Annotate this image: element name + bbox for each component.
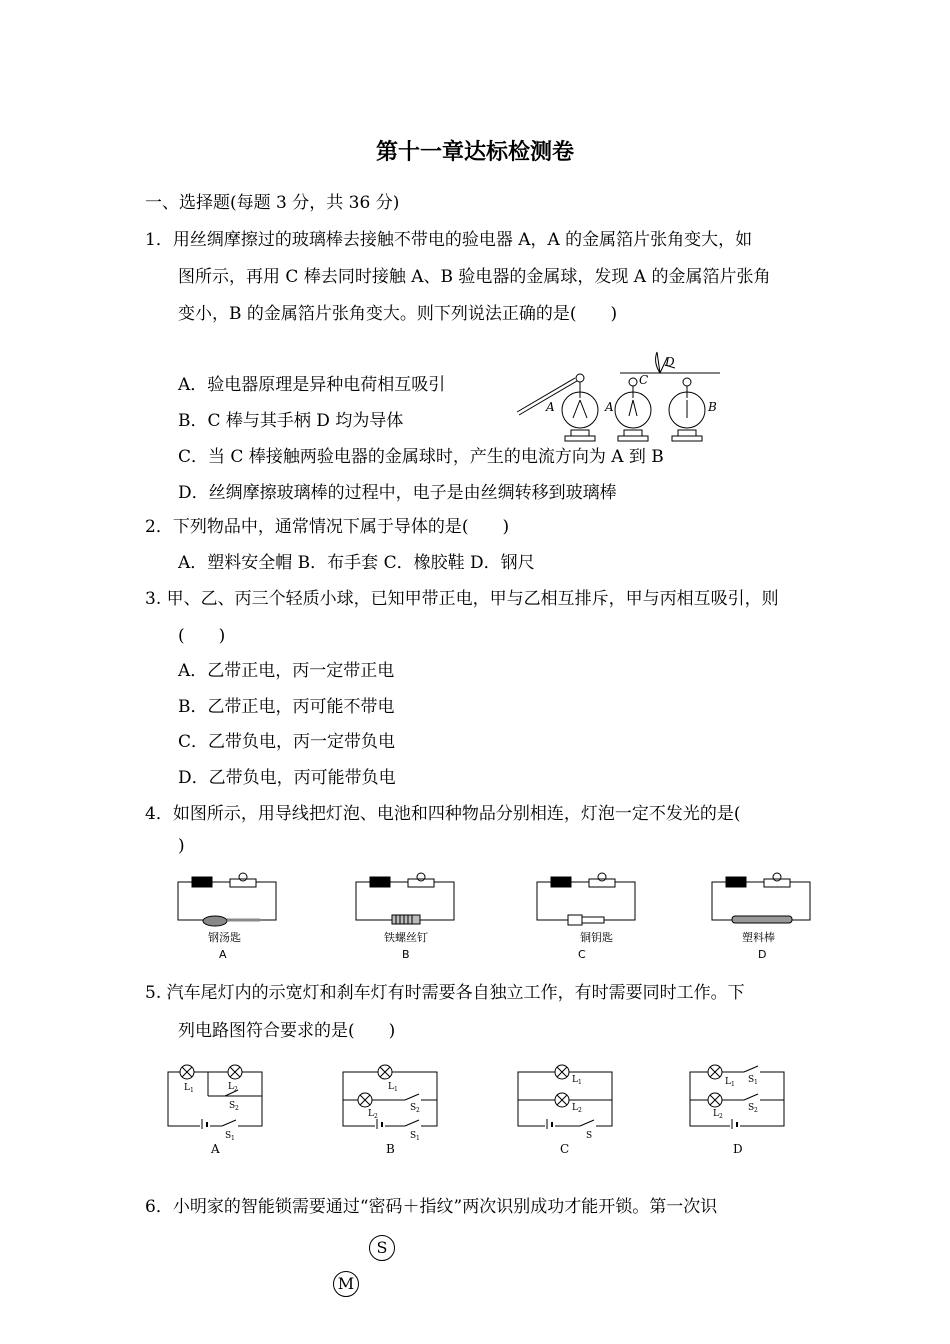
q4-circuit-a — [178, 873, 276, 926]
q5-stem-line1: 5. 汽车尾灯内的示宽灯和刹车灯有时需要各自独立工作，有时需要同时工作。下 — [145, 983, 745, 1003]
label-d: D — [665, 355, 675, 369]
electroscope-a2 — [615, 378, 651, 441]
q4-item-c: 铜钥匙 — [580, 931, 613, 944]
svg-text:L: L — [388, 1082, 394, 1092]
q3-option-b: B．乙带正电，丙可能不带电 — [178, 697, 395, 717]
svg-text:2: 2 — [578, 1107, 582, 1114]
section-heading: 一、选择题(每题 3 分，共 36 分) — [145, 193, 400, 213]
q3-option-d: D．乙带负电，丙可能带负电 — [178, 768, 396, 788]
q4-letter-a: A — [219, 948, 227, 961]
electroscope-a1 — [562, 374, 598, 441]
svg-text:S: S — [586, 1131, 593, 1141]
q1-option-b: B．C 棒与其手柄 D 均为导体 — [178, 411, 404, 431]
q4-circuits-figure — [170, 868, 820, 963]
svg-text:1: 1 — [416, 1135, 420, 1142]
svg-text:1: 1 — [754, 1079, 758, 1086]
switch-symbol: S — [369, 1235, 395, 1261]
q4-item-d: 塑料棒 — [742, 931, 775, 944]
q5-letter-a: A — [211, 1142, 220, 1156]
svg-text:L: L — [184, 1083, 190, 1093]
svg-text:1: 1 — [231, 1135, 235, 1142]
q4-circuit-d — [712, 873, 810, 923]
svg-text:S: S — [225, 1131, 232, 1141]
q3-stem-line2: ( ) — [178, 626, 226, 646]
svg-text:2: 2 — [234, 1086, 238, 1093]
svg-text:L: L — [228, 1082, 234, 1092]
q3-stem-line1: 3. 甲、乙、丙三个轻质小球，已知甲带正电，甲与乙相互排斥，甲与丙相互吸引，则 — [145, 589, 779, 609]
q1-option-d: D．丝绸摩擦玻璃棒的过程中，电子是由丝绸转移到玻璃棒 — [178, 483, 617, 503]
q5-letter-c: C — [560, 1142, 570, 1156]
q3-option-a: A．乙带正电，丙一定带正电 — [178, 661, 395, 681]
q4-stem-line1: 4．如图所示，用导线把灯泡、电池和四种物品分别相连，灯泡一定不发光的是( — [145, 804, 741, 824]
svg-text:1: 1 — [731, 1081, 735, 1088]
svg-text:L: L — [713, 1109, 719, 1119]
q4-item-b: 铁螺丝钉 — [384, 931, 428, 944]
q5-circuit-c — [518, 1065, 612, 1130]
q4-circuit-b — [356, 873, 454, 924]
svg-text:L: L — [572, 1103, 578, 1113]
q5-letter-d: D — [733, 1142, 743, 1156]
q1-option-a: A．验电器原理是异种电荷相互吸引 — [178, 375, 446, 395]
svg-text:2: 2 — [719, 1113, 723, 1120]
svg-text:1: 1 — [578, 1079, 582, 1086]
svg-text:1: 1 — [394, 1086, 398, 1093]
motor-symbol: M — [333, 1271, 359, 1297]
label-b: B — [708, 400, 717, 414]
q1-stem-line2: 图所示，再用 C 棒去同时接触 A、B 验电器的金属球，发现 A 的金属箔片张角 — [178, 267, 771, 287]
q4-letter-d: D — [758, 948, 767, 961]
q4-item-a: 钢汤匙 — [208, 931, 241, 944]
svg-text:S: S — [410, 1103, 417, 1113]
svg-text:2: 2 — [416, 1107, 420, 1114]
svg-text:S: S — [229, 1101, 236, 1111]
q5-stem-line2: 列电路图符合要求的是( ) — [178, 1021, 396, 1041]
q3-option-c: C．乙带负电，丙一定带负电 — [178, 732, 396, 752]
svg-text:S: S — [748, 1103, 755, 1113]
svg-text:L: L — [572, 1075, 578, 1085]
svg-text:L: L — [368, 1109, 374, 1119]
svg-text:S: S — [410, 1131, 417, 1141]
svg-text:1: 1 — [190, 1087, 194, 1094]
label-c: C — [639, 373, 649, 387]
page-title: 第十一章达标检测卷 — [375, 140, 574, 165]
q5-letter-b: B — [386, 1142, 395, 1156]
q5-circuit-b — [343, 1065, 437, 1130]
q1-stem-line3: 变小，B 的金属箔片张角变大。则下列说法正确的是( ) — [178, 304, 618, 324]
label-a1: A — [546, 400, 555, 414]
svg-text:L: L — [725, 1077, 731, 1087]
q1-electroscope-figure — [515, 340, 730, 450]
svg-text:2: 2 — [754, 1107, 758, 1114]
label-a2: A — [605, 400, 614, 414]
q4-circuit-c — [537, 873, 635, 925]
q4-letter-c: C — [578, 948, 586, 961]
q1-stem-line1: 1．用丝绸摩擦过的玻璃棒去接触不带电的验电器 A，A 的金属箔片张角变大，如 — [145, 230, 753, 250]
q5-circuit-a — [168, 1065, 262, 1130]
svg-text:2: 2 — [374, 1113, 378, 1120]
q2-options: A．塑料安全帽 B．布手套 C．橡胶鞋 D．钢尺 — [178, 553, 535, 573]
q5-circuit-diagrams — [160, 1058, 790, 1158]
q5-circuit-d — [690, 1065, 784, 1130]
q6-stem: 6．小明家的智能锁需要通过“密码＋指纹”两次识别成功才能开锁。第一次识 — [145, 1197, 718, 1217]
svg-text:S: S — [748, 1075, 755, 1085]
svg-text:2: 2 — [235, 1105, 239, 1112]
q4-stem-line2: ) — [178, 836, 185, 856]
q1-option-c: C．当 C 棒接触两验电器的金属球时，产生的电流方向为 A 到 B — [178, 447, 664, 467]
electroscope-b — [669, 378, 705, 441]
q2-stem: 2．下列物品中，通常情况下属于导体的是( ) — [145, 517, 510, 537]
q4-letter-b: B — [402, 948, 410, 961]
